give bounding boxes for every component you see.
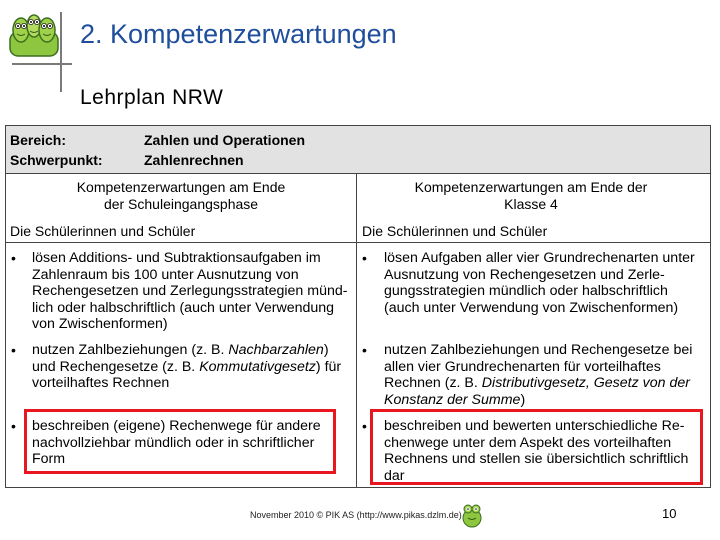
item-line: allen vier Grundrechenarten für vorteilhaftes xyxy=(384,358,661,375)
bullet-icon: • xyxy=(362,250,367,266)
bullet-icon: • xyxy=(11,342,16,358)
focus-value: Zahlenrechnen xyxy=(144,152,244,168)
item-line: und Rechengesetze (z. B. Kommutativgesetz) für xyxy=(32,358,342,375)
header-horizontal-divider xyxy=(12,63,72,65)
curriculum-header xyxy=(6,126,710,174)
area-value: Zahlen und Operationen xyxy=(144,132,306,148)
item-line: Form xyxy=(32,451,66,468)
frog-mascot-icon xyxy=(460,500,484,528)
left-item-1 xyxy=(32,250,347,333)
item-line: beschreiben (eigene) Rechenwege für andere xyxy=(32,418,321,434)
item-line: (auch unter Verwendung von Zwischenformen) xyxy=(384,299,679,316)
bullet-icon: • xyxy=(362,418,367,434)
bullet-icon: • xyxy=(362,342,367,358)
slide-title: 2. Kompetenzerwartungen xyxy=(80,19,397,49)
left-heading-line: Kompetenzerwartungen am Ende xyxy=(76,179,286,195)
item-line: Rechengesetzen und Zerlegungsstrategien münd- xyxy=(32,283,348,300)
right-column-heading xyxy=(358,179,704,213)
item-line: dar xyxy=(384,467,405,484)
left-heading-line: der Schuleingangsphase xyxy=(103,196,259,212)
curriculum-table xyxy=(5,125,711,488)
slide-subtitle: Lehrplan NRW xyxy=(80,86,224,109)
item-line: beschreiben und bewerten unterschiedliche Re- xyxy=(384,418,685,434)
item-line: gungsstrategien mündlich oder halbschriftlich xyxy=(384,283,668,300)
pikas-frog-logo-icon xyxy=(8,14,60,60)
footer-copyright: November 2010 © PIK AS (http://www.pikas.dzlm.de) xyxy=(250,510,462,520)
bullet-icon: • xyxy=(11,418,16,434)
right-column-subheading: Die Schülerinnen und Schüler xyxy=(362,223,548,239)
right-heading-line: Kompetenzerwartungen am Ende der xyxy=(414,179,648,195)
item-line: Konstanz der Summe) xyxy=(384,391,526,408)
right-highlight-box xyxy=(370,409,703,485)
right-item-1 xyxy=(384,250,695,316)
item-line: lösen Aufgaben aller vier Grundrechenarten unter xyxy=(384,250,695,266)
column-divider xyxy=(356,173,357,487)
left-item-2 xyxy=(32,342,341,392)
page-number: 10 xyxy=(662,506,677,521)
row-divider xyxy=(6,242,710,243)
item-line: Ausnutzung von Rechengesetzen und Zerle- xyxy=(384,266,665,283)
item-line: vorteilhaftes Rechnen xyxy=(32,375,170,392)
item-line: nutzen Zahlbeziehungen und Rechengesetze bei xyxy=(384,342,693,358)
item-line: von Zwischenformen) xyxy=(32,316,168,333)
right-heading-line: Klasse 4 xyxy=(504,196,558,212)
left-highlight-box xyxy=(24,409,336,474)
item-line: nachvollziehbar mündlich oder in schriftlicher xyxy=(32,434,315,451)
item-line: chenwege unter dem Aspekt des vorteilhaften xyxy=(384,434,672,451)
item-line: lich oder halbschriftlich (auch unter Verwendung xyxy=(32,299,335,316)
bullet-icon: • xyxy=(11,250,16,266)
item-line: nutzen Zahlbeziehungen (z. B. Nachbarzahlen) xyxy=(32,342,329,358)
focus-label: Schwerpunkt: xyxy=(10,152,103,168)
header-vertical-divider xyxy=(60,12,62,92)
item-line: lösen Additions- und Subtraktionsaufgaben im xyxy=(32,250,321,266)
area-label: Bereich: xyxy=(10,132,67,148)
item-line: Rechnens und stellen sie übersichtlich schriftlich xyxy=(384,451,689,468)
right-item-2 xyxy=(384,342,692,408)
item-line: Zahlenraum bis 100 unter Ausnutzung von xyxy=(32,266,299,283)
left-column-heading xyxy=(8,179,354,213)
item-line: Rechnen (z. B. Distributivgesetz, Gesetz von der xyxy=(384,375,690,392)
left-column-subheading: Die Schülerinnen und Schüler xyxy=(10,223,196,239)
